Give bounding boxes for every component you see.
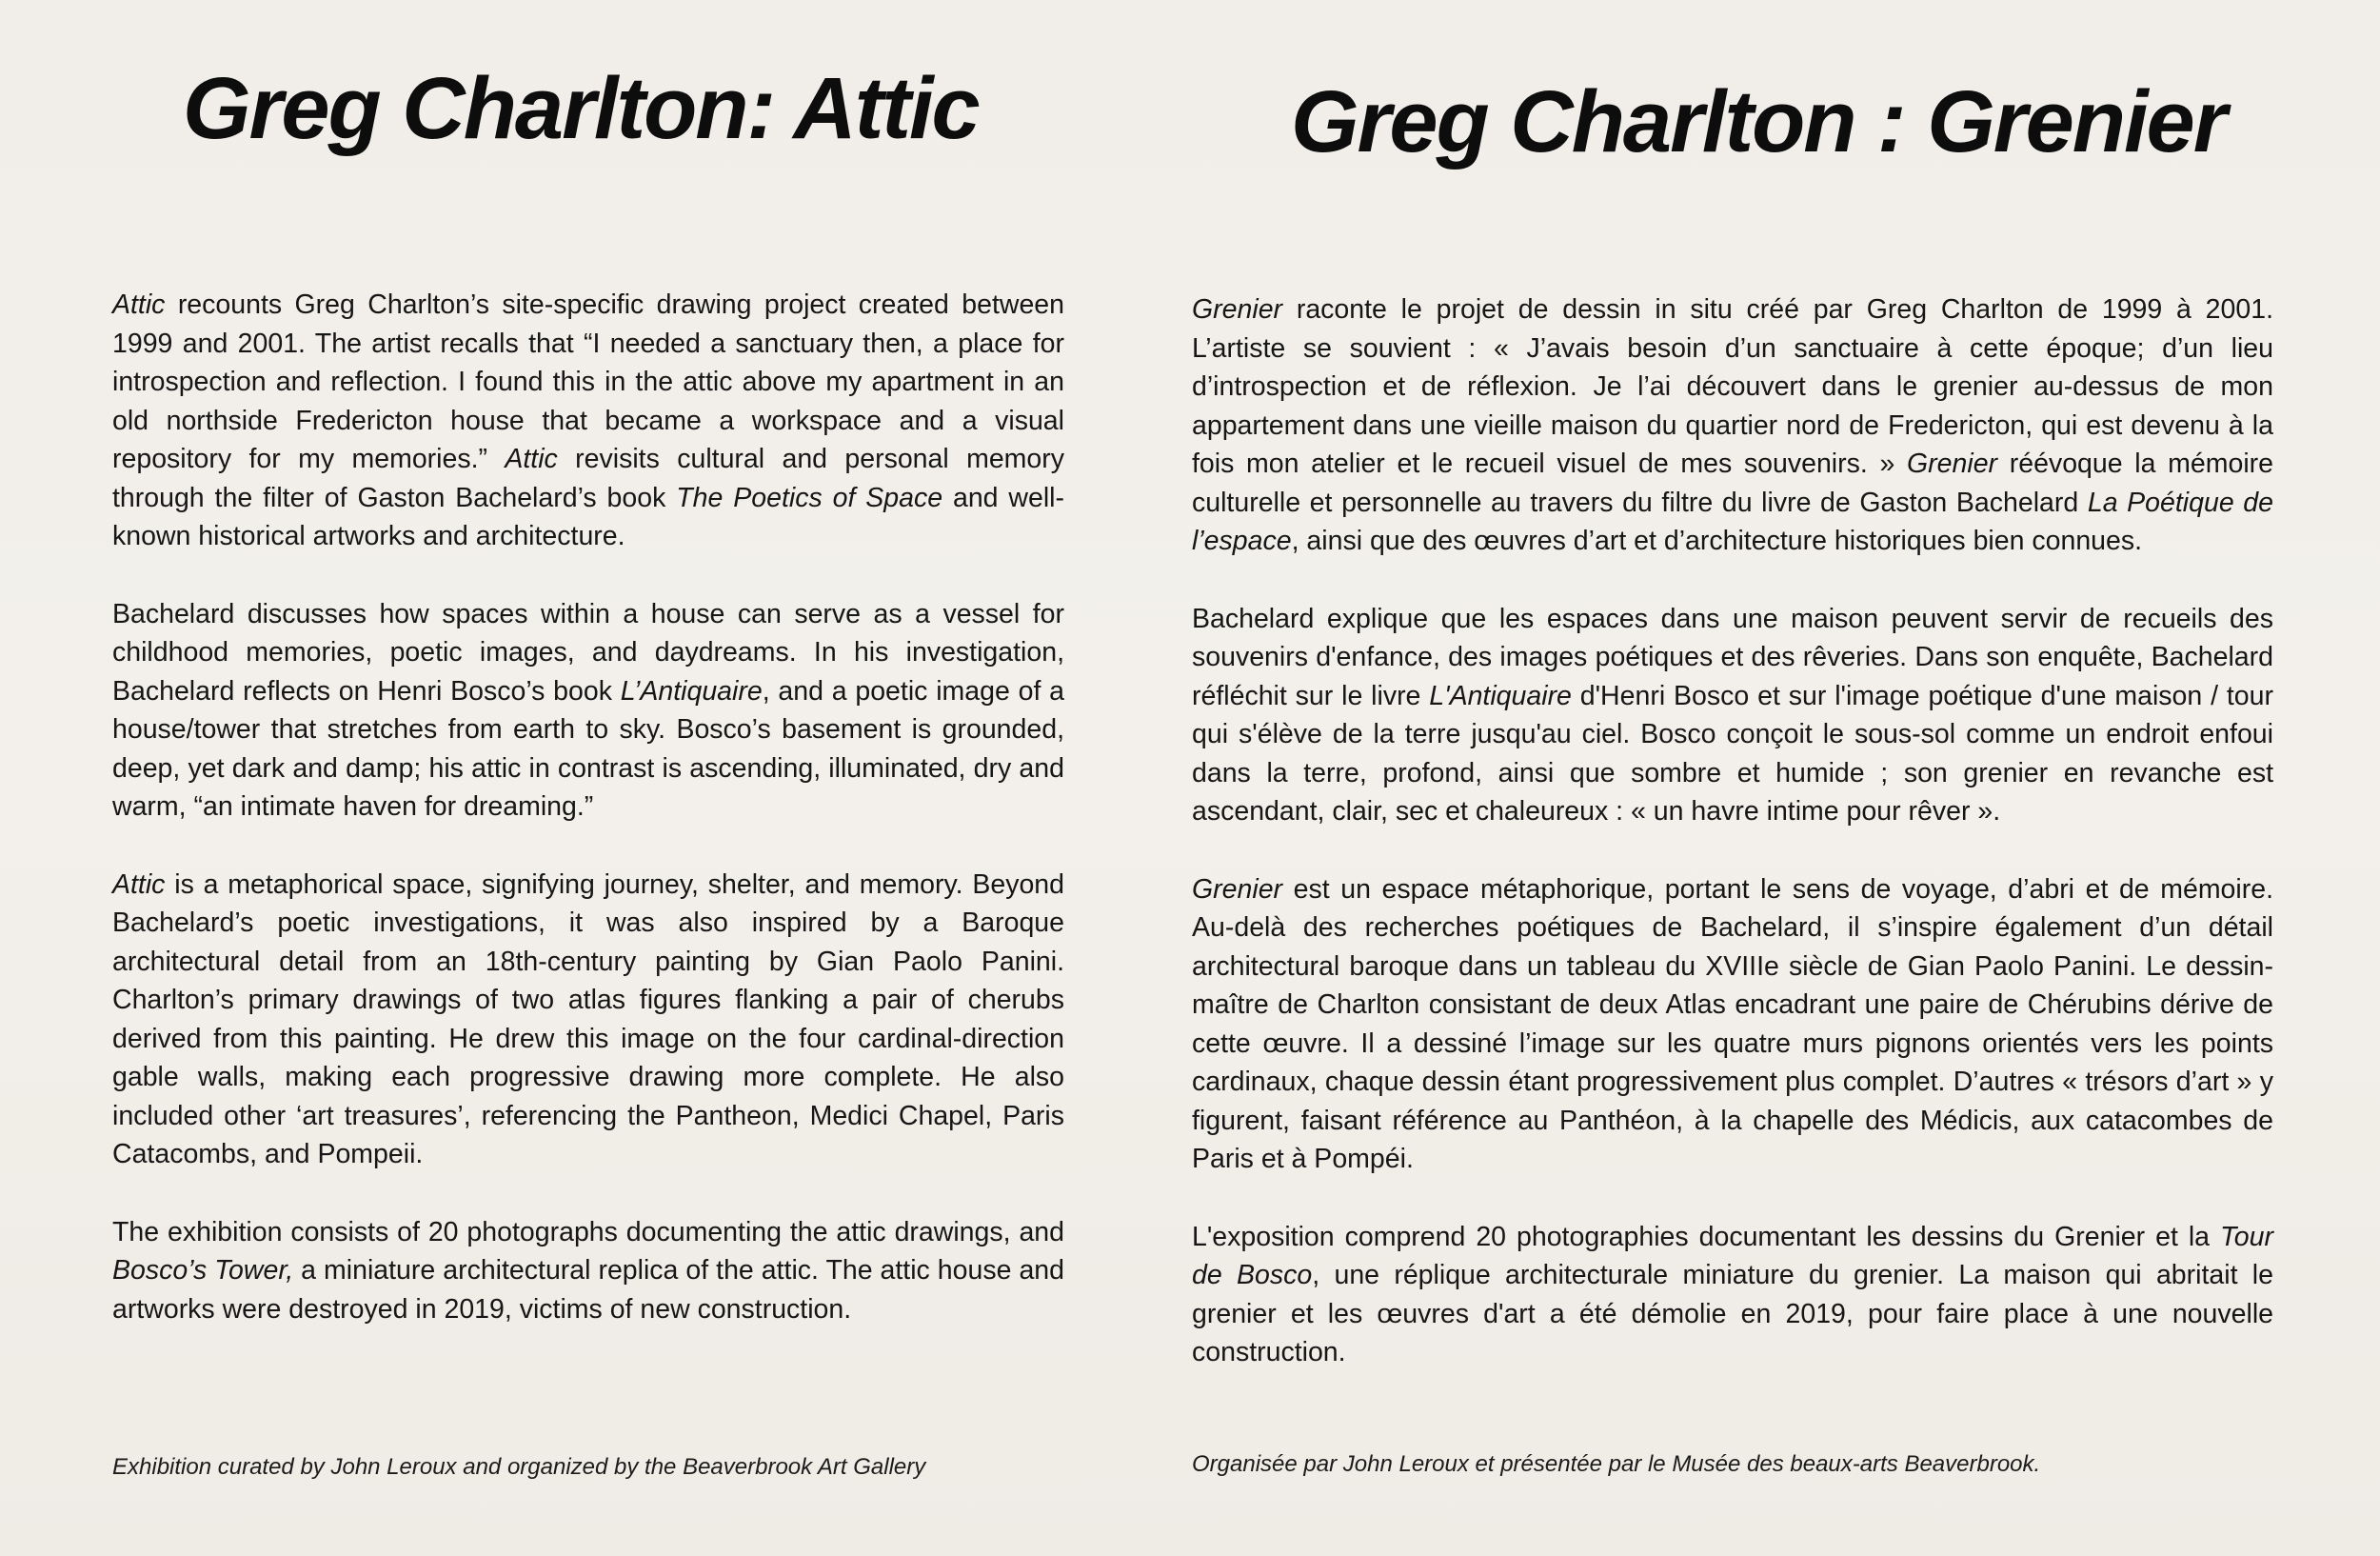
paragraph-text: d'Henri Bosco et sur l'image poétique d'une maison / tour qui s'élève de la terre jusqu'au ciel. Bosco conçoit le sous-sol comme un endroit enfoui dans la terre, profond, ainsi que sombre et humide ; son grenier en revanche est ascendant, clair, sec et chaleureux : « un havre intime pour rêver ».	[1192, 680, 2273, 827]
paragraph-text: , une réplique architecturale miniature du grenier. La maison qui abritait le grenier et les œuvres d'art a été démolie en 2019, pour faire place à une nouvelle construction.	[1192, 1260, 2273, 1367]
italic-title-text: Tour de Bosco	[1192, 1221, 2273, 1290]
french-paragraph	[1192, 290, 2273, 561]
french-paragraph	[1192, 1218, 2273, 1372]
french-paragraph	[1192, 600, 2273, 831]
paragraph-text: recounts Greg Charlton’s site-specific drawing project created between 1999 and 2001. The artist recalls that “I needed a sanctuary then, a place for introspection and reflection. I found this in the attic above my apartment in an old northside Fredericton house that became a workspace and a visual repository for my memories.”	[112, 289, 1064, 474]
paragraph-text: is a metaphorical space, signifying journey, shelter, and memory. Beyond Bachelard’s poetic investigations, it was also inspired by a Baroque architectural detail from an 18th-century painting by Gian Paolo Panini. Charlton’s primary drawings of two atlas figures flanking a pair of cherubs derived from this painting. He drew this image on the four cardinal-direction gable walls, making each progressive drawing more complete. He also included other ‘art treasures’, referencing the Pantheon, Medici Chapel, Paris Catacombs, and Pompeii.	[112, 868, 1064, 1169]
english-title: Greg Charlton: Attic	[183, 60, 979, 157]
paragraph-text: revisits cultural and personal memory through the filter of Gaston Bachelard’s book	[112, 444, 1064, 513]
italic-title-text: The Poetics of Space	[676, 482, 943, 513]
italic-title-text: Grenier	[1192, 873, 1283, 905]
paragraph-text: est un espace métaphorique, portant le sens de voyage, d’abri et de mémoire. Au-delà des recherches poétiques de Bachelard, il s’inspire également d’un détail architectural baroque dans un tableau du XVIIIe siècle de Gian Paolo Panini. Le dessin-maître de Charlton consistant de deux Atlas encadrant une paire de Chérubins dérive de cette œuvre. Il a dessiné l’image sur les quatre murs pignons orientés vers les points cardinaux, chaque dessin étant progressivement plus complet. D’autres « trésors d’art » y figurent, faisant référence au Panthéon, à la chapelle des Médicis, aux catacombes de Paris et à Pompéi.	[1192, 873, 2273, 1174]
paragraph-text: a miniature architectural replica of the attic. The attic house and artworks were destroyed in 2019, victims of new construction.	[112, 1255, 1064, 1325]
english-credit: Exhibition curated by John Leroux and organized by the Beaverbrook Art Gallery	[112, 1454, 926, 1480]
french-paragraph	[1192, 870, 2273, 1179]
italic-title-text: Attic	[505, 444, 558, 474]
paragraph-text: Bachelard discusses how spaces within a house can serve as a vessel for childhood memories, poetic images, and daydreams. In his investigation, Bachelard reflects on Henri Bosco’s book	[112, 598, 1064, 707]
italic-title-text: La Poétique de l’espace	[1192, 487, 2273, 556]
french-title: Greg Charlton : Grenier	[1291, 73, 2226, 170]
paragraph-text: raconte le projet de dessin in situ créé par Greg Charlton de 1999 à 2001. L’artiste se souvient : « J’avais besoin d’un sanctuaire à cette époque; d’un lieu d’introspection et de réflexion. Je l’ai découvert dans le grenier au-dessus de mon appartement dans une vieille maison du quartier nord de Fredericton, qui est devenu à la fois mon atelier et le recueil visuel de mes souvenirs. »	[1192, 294, 2273, 479]
italic-title-text: L'Antiquaire	[1429, 680, 1572, 711]
paragraph-text: and well-known historical artworks and architecture.	[112, 482, 1065, 551]
french-body	[1192, 290, 2273, 1411]
paragraph-text: réévoque la mémoire culturelle et personnelle au travers du filtre du livre de Gaston Bachelard	[1192, 449, 2273, 518]
italic-title-text: Attic	[112, 289, 166, 320]
italic-title-text: Grenier	[1907, 449, 1998, 479]
french-credit: Organisée par John Leroux et présentée par le Musée des beaux-arts Beaverbrook.	[1192, 1451, 2041, 1477]
italic-title-text: Attic	[112, 868, 166, 900]
paragraph-text: , and a poetic image of a house/tower that stretches from earth to sky. Bosco’s basement is grounded, deep, yet dark and damp; his attic in contrast is ascending, illuminated, dry and warm, “an intimate haven for dreaming.”	[112, 675, 1064, 822]
english-paragraph	[112, 595, 1064, 827]
italic-title-text: L’Antiquaire	[620, 675, 763, 707]
paragraph-text: , ainsi que des œuvres d’art et d’architecture historiques bien connues.	[1291, 526, 2143, 556]
english-paragraph	[112, 286, 1064, 556]
paragraph-text: The exhibition consists of 20 photographs documenting the attic drawings, and	[112, 1216, 1064, 1247]
english-paragraph	[112, 866, 1064, 1174]
paragraph-text: Bachelard explique que les espaces dans une maison peuvent servir de recueils des souvenirs d'enfance, des images poétiques et des rêveries. Dans son enquête, Bachelard réfléchit sur le livre	[1192, 603, 2273, 711]
italic-title-text: Grenier	[1192, 294, 1283, 325]
english-paragraph	[112, 1213, 1064, 1329]
paragraph-text: L'exposition comprend 20 photographies documentant les dessins du Grenier et la	[1192, 1221, 2221, 1252]
italic-title-text: Bosco’s Tower,	[112, 1255, 294, 1286]
english-body	[112, 286, 1064, 1367]
